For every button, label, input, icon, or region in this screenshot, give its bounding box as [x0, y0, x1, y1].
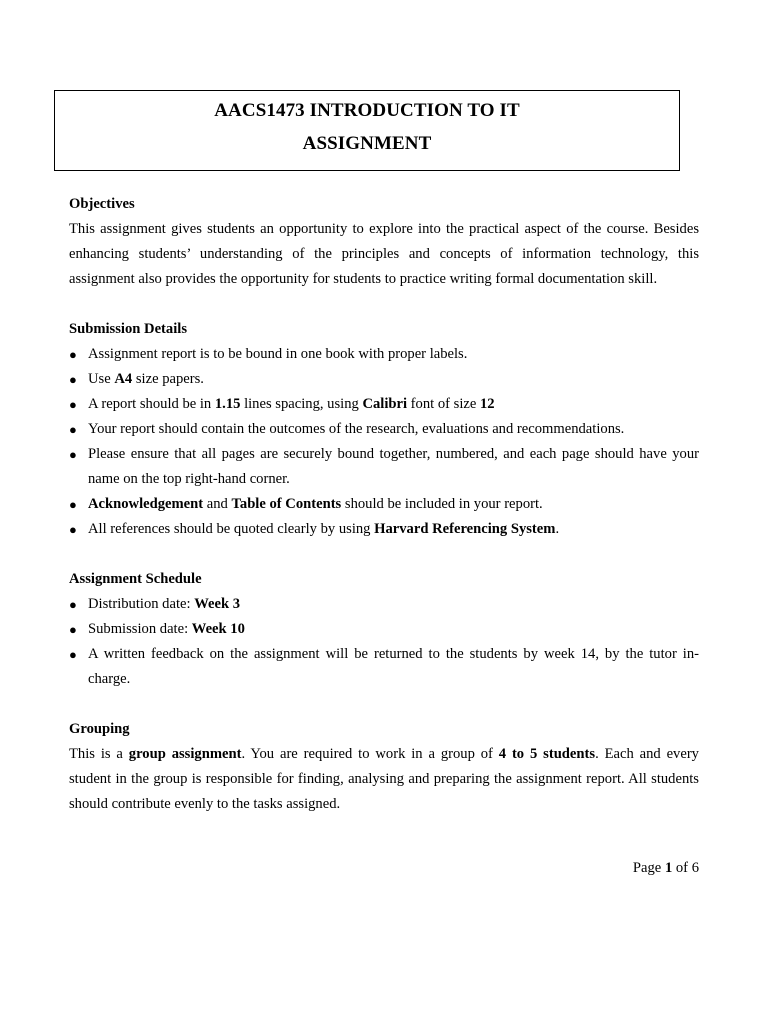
document-body	[69, 192, 699, 817]
grouping-heading: Grouping	[69, 721, 130, 737]
page-number: Page 1 of 6	[632, 860, 699, 876]
bullet-icon: ●	[69, 397, 77, 412]
list-item: ● Assignment report is to be bound in one book with proper labels.	[69, 342, 699, 367]
list-item: ● Your report should contain the outcomes of the research, evaluations and recommendations.	[69, 417, 699, 442]
course-title: AACS1473 INTRODUCTION TO IT	[214, 100, 520, 121]
list-item: ● Distribution date: Week 3	[69, 592, 699, 617]
list-item: ● A report should be in 1.15 lines spacing, using Calibri font of size 12	[69, 392, 699, 417]
bullet-icon: ●	[69, 347, 77, 362]
objectives-text: This assignment gives students an opportunity to explore into the practical aspect of the course. Besides enhancing students’ understanding of the principles and concepts of information technology, this assignment also provides the opportunity for students to practice writing formal documentation skill.	[69, 221, 699, 287]
bullet-icon: ●	[69, 372, 77, 387]
bullet-icon: ●	[69, 522, 77, 537]
list-item: ● Use A4 size papers.	[69, 367, 699, 392]
bullet-icon: ●	[69, 447, 77, 462]
list-item: ● All references should be quoted clearly by using Harvard Referencing System.	[69, 517, 699, 542]
title-box	[54, 90, 680, 171]
bullet-icon: ●	[69, 422, 77, 437]
list-item: ● A written feedback on the assignment will be returned to the students by week 14, by the tutor in-charge.	[69, 642, 699, 692]
list-item: ● Please ensure that all pages are securely bound together, numbered, and each page should have your name on the top right-hand corner.	[69, 442, 699, 492]
schedule-list	[69, 592, 699, 692]
objectives-heading: Objectives	[69, 196, 135, 212]
bullet-icon: ●	[69, 497, 77, 512]
document-title: ASSIGNMENT	[302, 133, 432, 154]
submission-list	[69, 342, 699, 542]
grouping-text: This is a group assignment. You are required to work in a group of 4 to 5 students. Each and every student in the group is responsible for finding, analysing and preparing the assignment report. All students should contribute evenly to the tasks assigned.	[69, 746, 699, 812]
bullet-icon: ●	[69, 622, 77, 637]
schedule-heading: Assignment Schedule	[69, 571, 202, 587]
list-item: ● Submission date: Week 10	[69, 617, 699, 642]
bullet-icon: ●	[69, 597, 77, 612]
bullet-icon: ●	[69, 647, 77, 662]
list-item: ● Acknowledgement and Table of Contents should be included in your report.	[69, 492, 699, 517]
submission-heading: Submission Details	[69, 321, 187, 337]
